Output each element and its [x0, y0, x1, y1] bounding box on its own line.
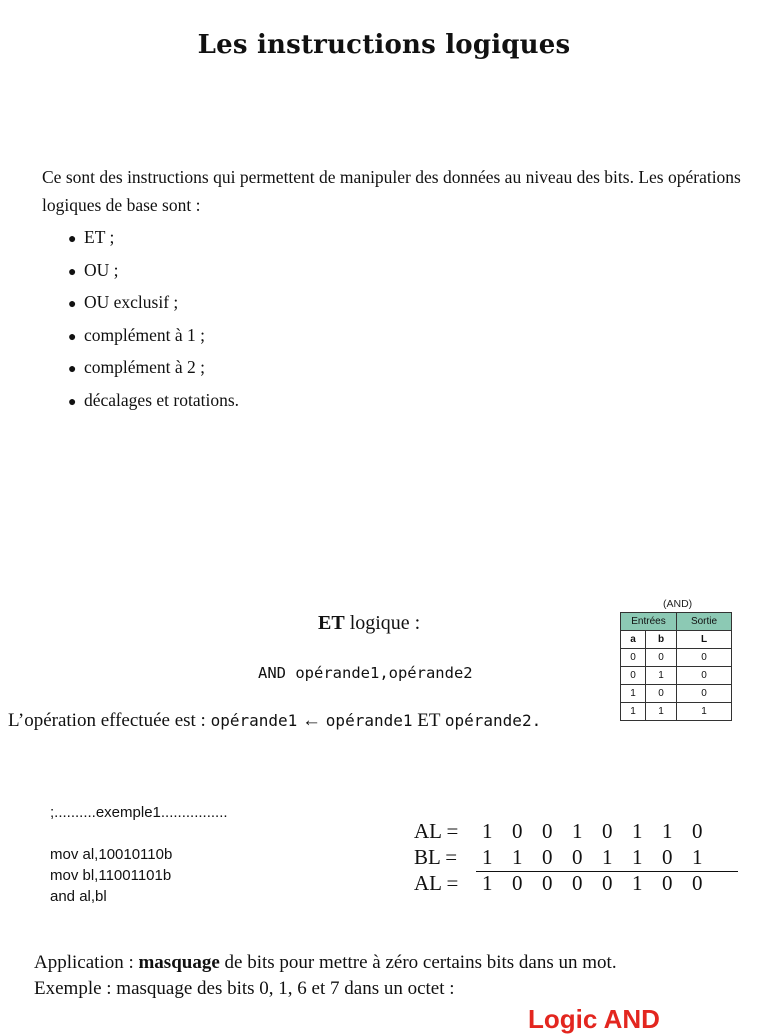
table-col-a: a: [621, 631, 646, 649]
table-cell: 0: [677, 667, 732, 685]
table-row: [621, 703, 732, 721]
calc-row-al: AL = 1 0 0 1 0 1 1 0: [414, 819, 703, 843]
calc-row-result: AL = 1 0 0 0 0 1 0 0: [414, 871, 703, 895]
table-subheader-row: [621, 631, 732, 649]
table-cell: 1: [646, 703, 677, 721]
table-cell: 1: [621, 685, 646, 703]
and-truth-table: [620, 612, 732, 721]
intro-paragraph: Ce sont des instructions qui permettent de manipuler des données au niveau des bits. Les opérations logiques de base sont :: [42, 167, 741, 215]
arrow-left-icon: ←: [297, 710, 326, 731]
table-row: [621, 685, 732, 703]
code-line: mov al,10010110b: [50, 846, 173, 863]
list-item: ● ET ;: [68, 222, 239, 255]
code-line: and al,bl: [50, 888, 107, 905]
code-comment: ;..........exemple1................: [50, 804, 228, 821]
table-cell: 0: [646, 685, 677, 703]
logic-and-label: Logic AND: [528, 1004, 660, 1034]
application-line: Application : masquage de bits pour mettre à zéro certains bits dans un mot.: [34, 952, 617, 973]
table-cell: 0: [621, 667, 646, 685]
table-col-b: b: [646, 631, 677, 649]
table-cell: 0: [677, 649, 732, 667]
bullet-icon: ●: [68, 329, 77, 345]
binary-and-calculation: [414, 818, 722, 896]
calc-row-bl: BL = 1 1 0 0 1 1 0 1: [414, 845, 703, 869]
operations-list: [68, 222, 239, 417]
bullet-icon: ●: [68, 232, 77, 247]
table-row: [621, 667, 732, 685]
table-row: [621, 649, 732, 667]
application-paragraph: [34, 950, 764, 1002]
bullet-icon: ●: [68, 362, 77, 377]
table-cell: 1: [621, 703, 646, 721]
and-syntax: AND opérande1,opérande2: [258, 664, 473, 682]
table-header-inputs: Entrées: [621, 613, 677, 631]
truth-table-caption: (AND): [663, 598, 693, 610]
et-section-heading: ET logique :: [318, 612, 421, 634]
table-header-row: [621, 613, 732, 631]
bullet-icon: ●: [68, 297, 77, 312]
bullet-icon: ●: [68, 264, 77, 280]
calc-divider: [476, 871, 738, 872]
table-cell: 1: [646, 667, 677, 685]
code-line: mov bl,11001101b: [50, 867, 172, 884]
example-line: Exemple : masquage des bits 0, 1, 6 et 7 dans un octet :: [34, 978, 455, 999]
table-cell: 0: [621, 649, 646, 667]
table-cell: 1: [677, 703, 732, 721]
table-col-l: L: [677, 631, 732, 649]
list-item: ● complément à 1 ;: [68, 320, 239, 353]
table-cell: 0: [646, 649, 677, 667]
list-item: ● OU ;: [68, 255, 239, 288]
list-item: ● OU exclusif ;: [68, 287, 239, 320]
list-item: ● complément à 2 ;: [68, 352, 239, 385]
operation-effect: L’opération effectuée est : opérande1 ← opérande1 ET opérande2.: [8, 710, 542, 731]
list-item: ● décalages et rotations.: [68, 385, 239, 418]
bullet-icon: ●: [68, 394, 77, 410]
table-cell: 0: [677, 685, 732, 703]
assembly-example: [50, 802, 228, 907]
table-header-output: Sortie: [677, 613, 732, 631]
code-blank: [50, 823, 228, 844]
page-title: Les instructions logiques: [197, 30, 571, 60]
